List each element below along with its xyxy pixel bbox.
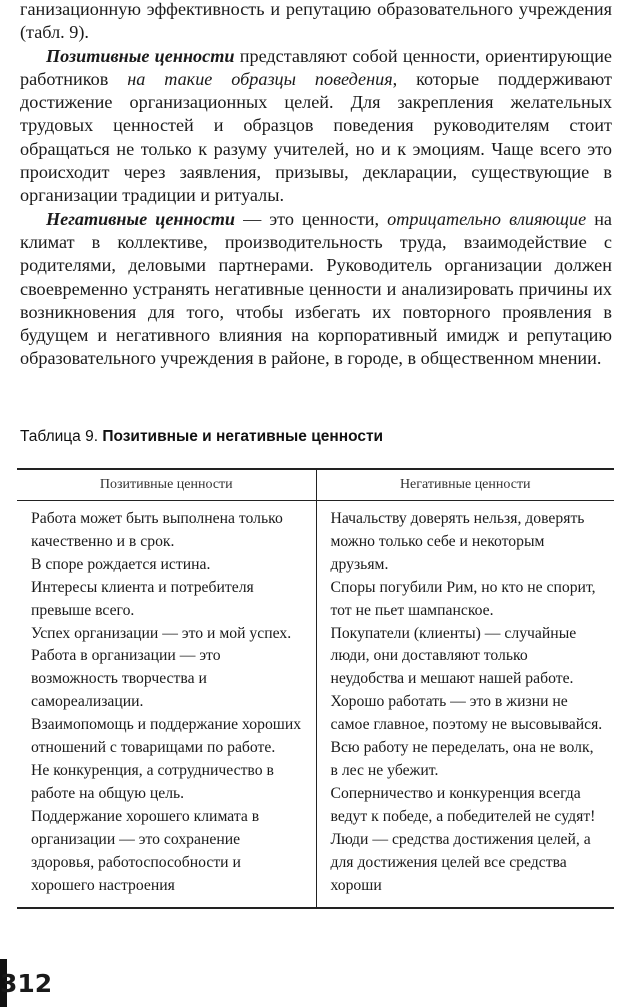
positive-item: В споре рождается истина. xyxy=(31,555,211,573)
values-table xyxy=(17,468,614,909)
paragraph-intro: ганизационную эффективность и репутацию образовательного учреждения (табл. 9). xyxy=(20,0,612,43)
body-text xyxy=(20,0,612,371)
positive-values-text-1: представляют собой ценности, ориентирующие работников xyxy=(20,45,613,89)
negative-values-text-2: на климат в коллективе, производительность труда, взаимодействие с родителями, деловыми партнерами. Руководитель организации должен своевременно устранять негативные ценности и анализировать причины их возникновения для того, чтобы избегать их повторного проявления в будущем и негативного влияния на корпоративный имидж и репутацию образовательного учреждения в районе, в городе, в общественном мнении. xyxy=(20,208,612,369)
negative-item: Покупатели (клиенты) — случайные люди, они доставляют только неудобства и мешают нашей работе. xyxy=(330,624,577,688)
table-caption-label: Таблица 9. xyxy=(20,428,103,445)
paragraph-negative-values xyxy=(20,208,612,371)
table-row xyxy=(17,501,614,909)
paragraph-positive-values xyxy=(20,45,612,208)
positive-values-emphasis: на такие образцы поведения xyxy=(127,68,393,89)
header-negative-values: Негативные ценности xyxy=(316,469,614,501)
negative-item: Соперничество и конкуренция всегда ведут к победе, а победителей не судят! xyxy=(330,784,596,825)
negative-item: Начальству доверять нельзя, доверять можно только себе и некоторым друзьям. xyxy=(330,510,585,573)
header-positive-values: Позитивные ценности xyxy=(17,469,316,501)
positive-item: Работа в организации — это возможность творчества и самореализации. xyxy=(31,647,221,711)
positive-item: Не конкуренция, а сотрудничество в работе на общую цель. xyxy=(31,761,274,802)
negative-item: Всю работу не переделать, она не волк, в лес не убежит. xyxy=(330,739,594,779)
negative-values-term: Негативные ценности xyxy=(46,208,236,229)
positive-item: Поддержание хорошего климата в организации — это сохранение здоровья, работоспособности и хорошего настроения xyxy=(31,807,260,894)
positive-item: Работа может быть выполнена только качественно и в срок. xyxy=(31,510,283,550)
positive-values-text-2: , которые поддерживают достижение организационных целей. Для закрепления желательных трудовых ценностей и образцов поведения руководителям стоит обращаться не только к разуму учителей, но и к эмоциям. Чаще всего это происходит через заявления, призывы, декларации, существующие в организации традиции и ритуалы. xyxy=(20,68,612,206)
positive-item: Интересы клиента и потребителя превыше всего. xyxy=(31,578,254,619)
positive-values-cell xyxy=(17,501,316,909)
table-header-row xyxy=(17,469,614,501)
positive-item-text: Взаимопомощь и поддержание хороших отношений с товарищами по работе. xyxy=(31,716,302,757)
positive-values-term: Позитивные ценности xyxy=(46,45,235,66)
negative-item: Хорошо работать — это в жизни не самое главное, поэтому не высовывайся. xyxy=(330,693,603,734)
negative-values-text-1: — это ценности, xyxy=(235,208,388,229)
table-caption xyxy=(20,428,383,446)
positive-item: Успех организации — это и мой успех. xyxy=(31,624,292,642)
page-number: 312 xyxy=(0,969,53,998)
negative-item: Люди — средства достижения целей, а для достижения целей все средства хороши xyxy=(330,830,591,894)
positive-item xyxy=(31,714,306,760)
negative-values-cell xyxy=(316,501,614,909)
negative-values-emphasis: отрицательно влияющие xyxy=(387,208,587,229)
table-caption-title: Позитивные и негативные ценности xyxy=(102,428,384,445)
negative-item: Споры погубили Рим, но кто не спорит, тот не пьет шампанское. xyxy=(330,578,596,619)
